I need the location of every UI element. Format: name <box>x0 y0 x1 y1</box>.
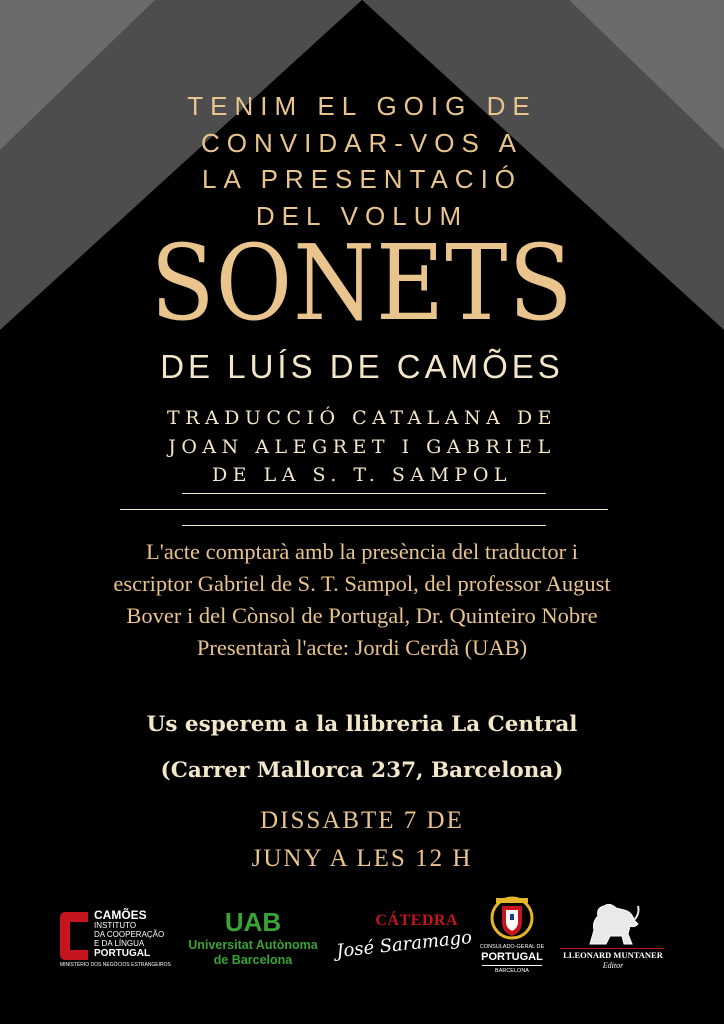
intro-line: CONVIDAR-VOS A <box>201 127 523 158</box>
lion-icon <box>584 900 642 946</box>
consulado-line: CONSULADO-GERAL DE <box>479 944 545 950</box>
venue <box>0 702 724 794</box>
date-line: JUNY A LES 12 H <box>251 845 473 872</box>
muntaner-sub: Editor <box>602 961 624 970</box>
camoes-ministry: MINISTÉRIO DOS NEGÓCIOS ESTRANGEIROS <box>60 962 171 968</box>
camoes-line: E DA LÍNGUA <box>94 939 145 948</box>
detail-line: Presentarà l'acte: Jordi Cerdà (UAB) <box>196 635 528 660</box>
saramago-signature: José Saramago <box>335 926 473 963</box>
uab-acronym: UAB <box>224 907 282 937</box>
camoes-name: CAMÕES <box>94 908 147 922</box>
intro-line: TENIM EL GOIG DE <box>187 91 537 121</box>
consulado-rule <box>482 965 542 966</box>
uab-name: de Barcelona <box>213 953 293 967</box>
date-line: DISSABTE 7 DE <box>260 807 464 834</box>
coat-of-arms-icon <box>490 896 534 942</box>
uab-name: Universitat Autònoma <box>188 938 318 952</box>
muntaner-rule <box>560 948 664 949</box>
intro-text <box>0 88 724 234</box>
catedra-saramago-logo <box>334 912 473 972</box>
consulado-line: PORTUGAL <box>481 951 543 963</box>
divider-line <box>120 509 608 510</box>
book-title: SONETS <box>150 222 574 344</box>
intro-line: DEL VOLUM <box>255 200 469 231</box>
consulado-line: BARCELONA <box>495 968 529 974</box>
camoes-line: INSTITUTO <box>94 921 137 930</box>
divider-line <box>182 525 546 526</box>
translation-line: JOAN ALEGRET I GABRIEL <box>168 435 556 458</box>
detail-line: L'acte comptarà amb la presència del traductor i <box>146 539 578 564</box>
detail-line: escriptor Gabriel de S. T. Sampol, del professor August <box>113 571 611 596</box>
camoes-line: PORTUGAL <box>94 948 151 959</box>
intro-line: LA PRESENTACIÓ <box>201 164 523 194</box>
divider-line <box>182 493 546 494</box>
translation-credit <box>0 404 724 490</box>
event-date <box>0 802 724 878</box>
camoes-c-icon <box>58 910 90 962</box>
catedra-label: CÁTEDRA <box>375 912 458 929</box>
venue-line: (Carrer Mallorca 237, Barcelona) <box>160 758 564 783</box>
lleonard-muntaner-logo <box>558 900 668 972</box>
detail-line: Bover i del Cònsol de Portugal, Dr. Quinteiro Nobre <box>126 603 598 628</box>
consulado-logo <box>474 896 550 978</box>
muntaner-name: LLEONARD MUNTANER <box>563 950 663 960</box>
uab-logo <box>178 908 328 970</box>
translation-line: TRADUCCIÓ CATALANA DE <box>166 407 558 429</box>
camoes-line: DA COOPERAÇÃO <box>94 930 165 939</box>
event-details <box>0 536 724 664</box>
book-author: DE LUÍS DE CAMÕES <box>160 348 564 385</box>
camoes-logo <box>58 908 178 968</box>
translation-line: DE LA S. T. SAMPOL <box>211 464 513 486</box>
venue-line: Us esperem a la llibreria La Central <box>146 712 578 737</box>
